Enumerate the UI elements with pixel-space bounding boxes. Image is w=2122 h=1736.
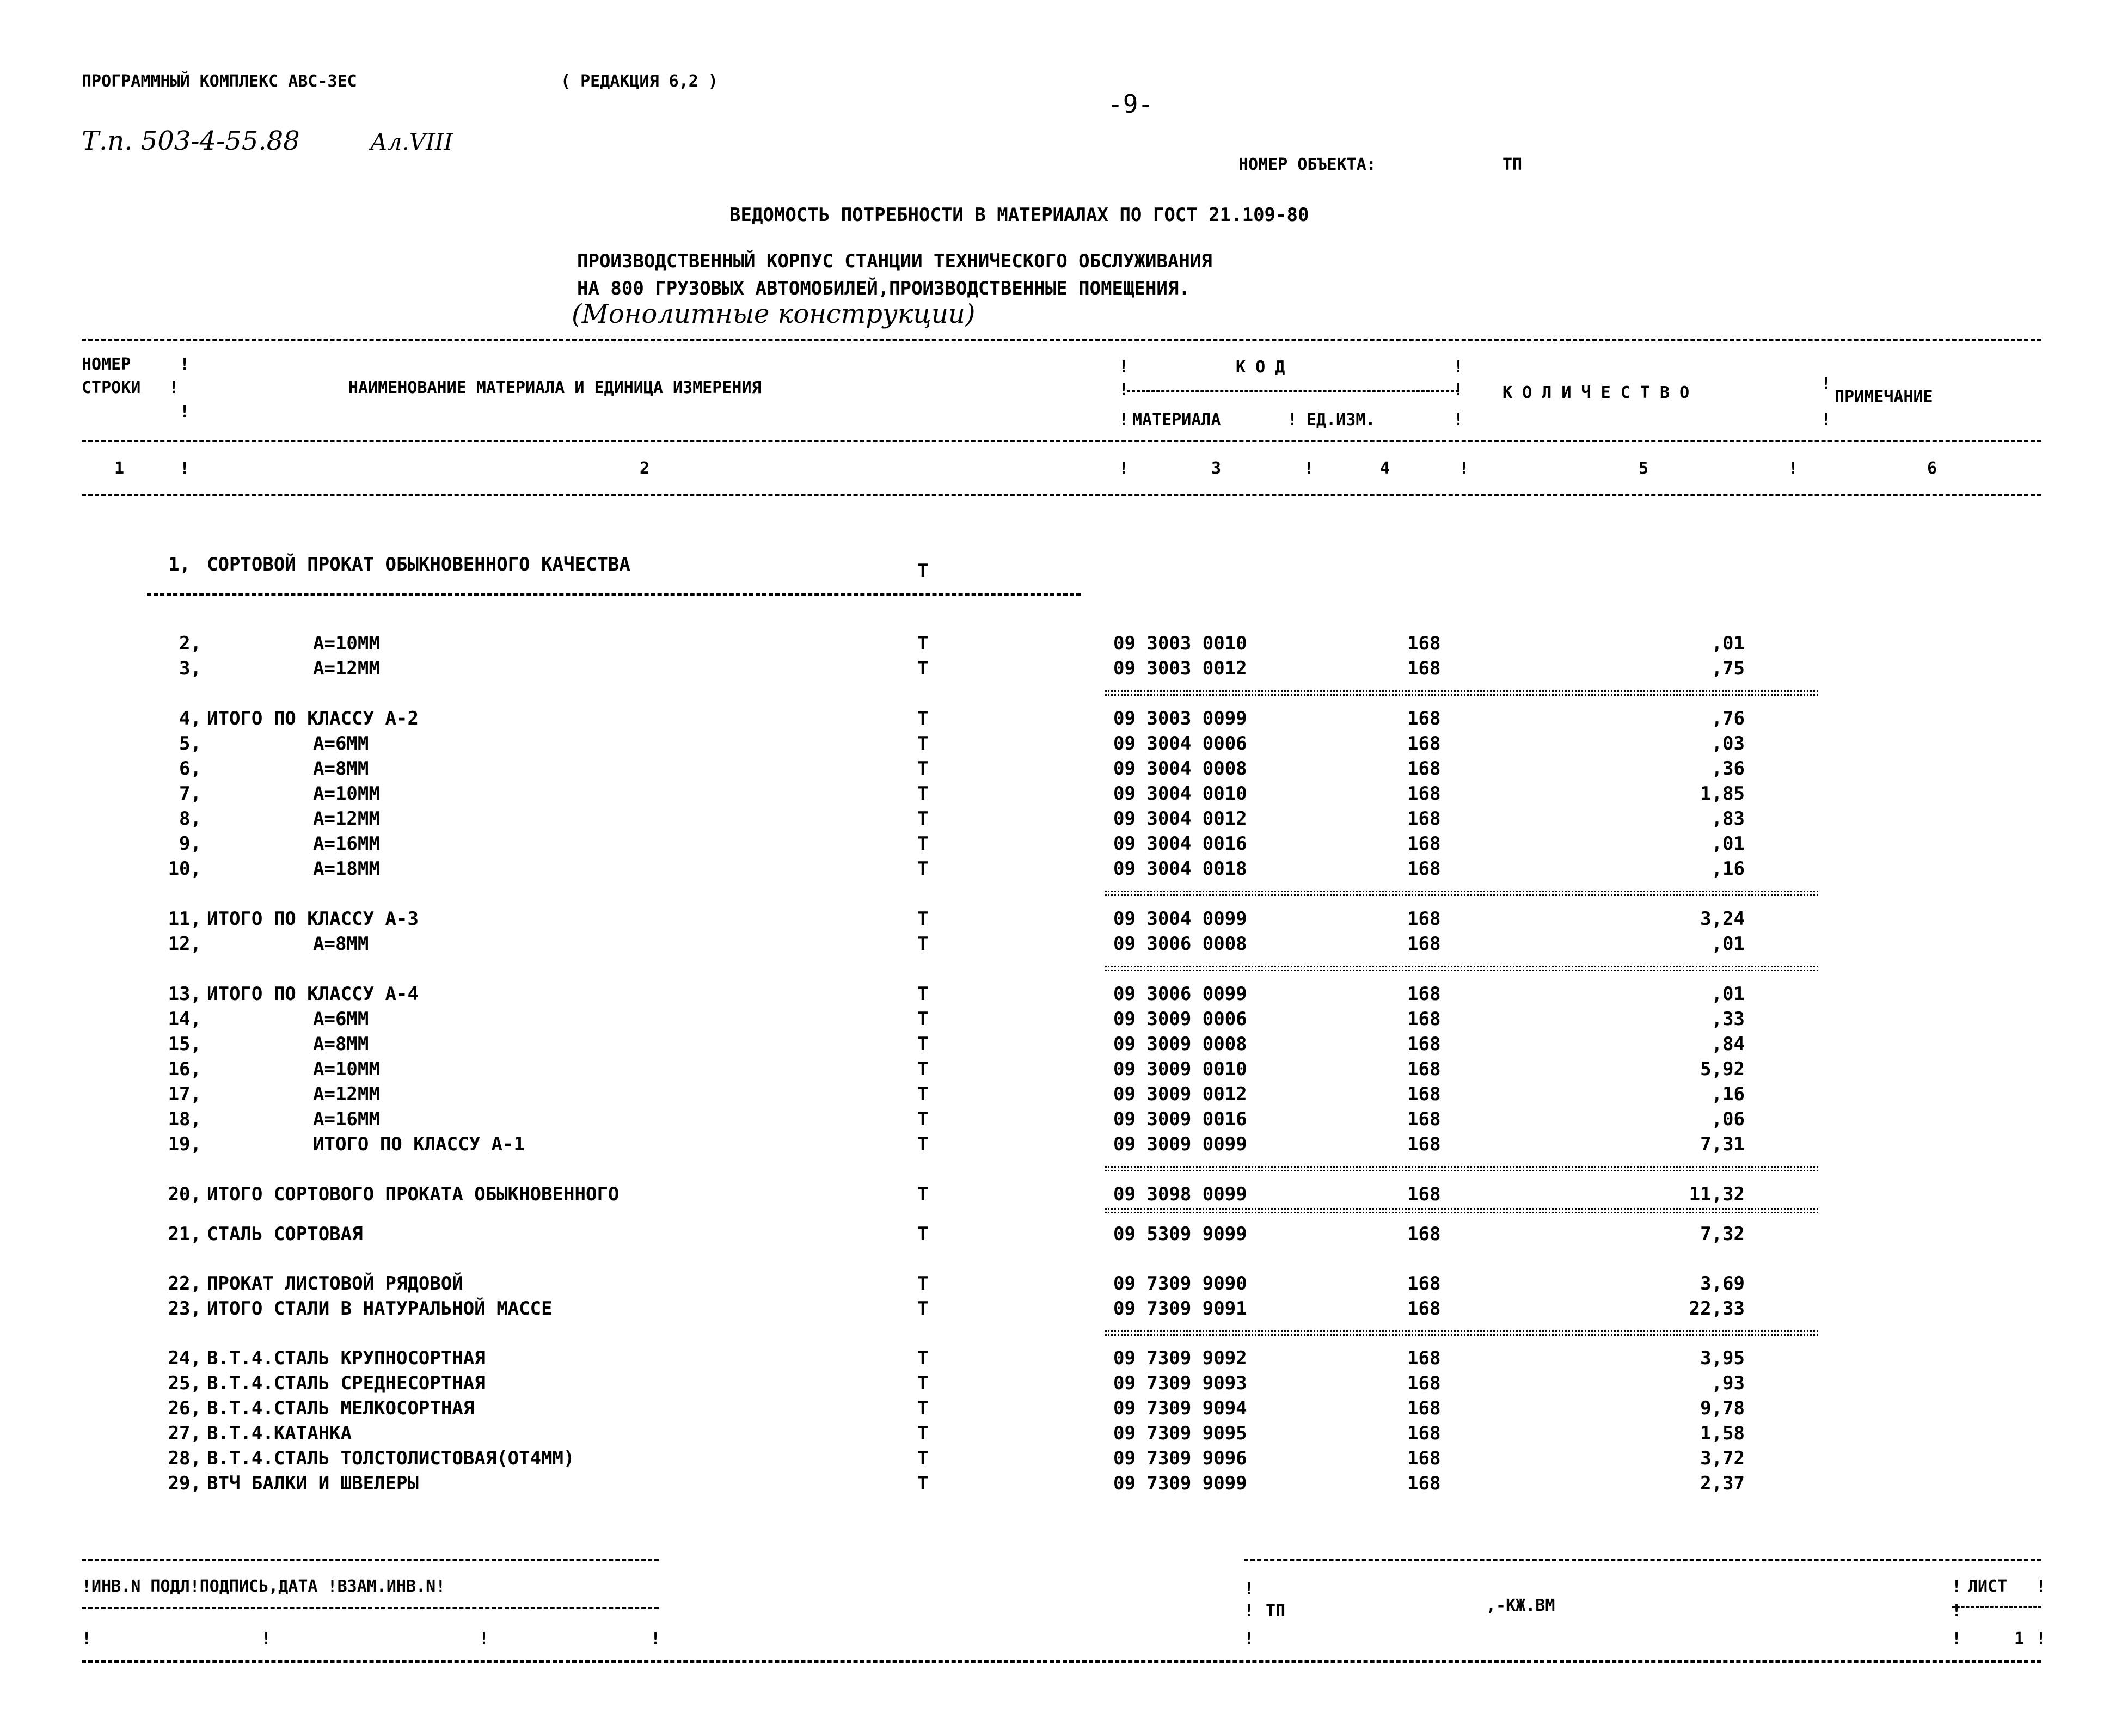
row-code: 09 3003 0010	[1113, 633, 1247, 654]
subtotal-rule	[1105, 966, 1818, 971]
table-row	[0, 1060, 2122, 1085]
table-row	[0, 1085, 2122, 1110]
separator: !	[1453, 381, 1464, 400]
row-code: 09 5309 9099	[1113, 1223, 1247, 1245]
row-number: 17,	[168, 1083, 201, 1105]
subtotal-rule	[1105, 1208, 1818, 1213]
row-unit-code: 168	[1407, 1183, 1441, 1205]
row-code: 09 3004 0010	[1113, 783, 1247, 805]
object-label: НОМЕР ОБЪЕКТА:	[1238, 155, 1376, 174]
row-number: 27,	[168, 1422, 201, 1444]
table-row	[0, 1399, 2122, 1424]
separator: !	[180, 355, 190, 374]
row-unit-code: 168	[1407, 1008, 1441, 1030]
row-unit-code: 168	[1407, 658, 1441, 679]
row-unit-code: 168	[1407, 808, 1441, 830]
separator: !	[1952, 1577, 1962, 1596]
rule	[1952, 1606, 2041, 1608]
row-unit: Т	[917, 1347, 929, 1369]
row-number: 2,	[179, 633, 201, 654]
row-unit-code: 168	[1407, 633, 1441, 654]
row-unit-code: 168	[1407, 1422, 1441, 1444]
row-unit-code: 168	[1407, 933, 1441, 955]
table-row	[0, 734, 2122, 759]
table-row	[0, 835, 2122, 860]
table-row	[0, 1499, 2122, 1524]
rule	[1127, 390, 1459, 392]
page-number: -9-	[1108, 89, 1154, 119]
col-number-5: 5	[1639, 459, 1649, 478]
row-unit-code: 168	[1407, 1372, 1441, 1394]
col-header-name: НАИМЕНОВАНИЕ МАТЕРИАЛА И ЕДИНИЦА ИЗМЕРЕНИЯ	[348, 378, 762, 397]
separator: !	[1821, 374, 1831, 393]
row-number: 7,	[179, 783, 201, 805]
separator: !	[1821, 410, 1831, 430]
row-code: 09 3004 0006	[1113, 733, 1247, 754]
row-number: 6,	[179, 758, 201, 780]
separator: !	[180, 402, 190, 421]
separator: !	[1304, 459, 1314, 478]
row-quantity: 11,32	[1689, 1183, 1745, 1205]
col-number-1: 1	[114, 459, 125, 478]
col-header-num-line2: СТРОКИ	[82, 378, 141, 397]
row-number: 22,	[168, 1273, 201, 1295]
table-row	[0, 1110, 2122, 1135]
program-name: ПРОГРАММНЫЙ КОМПЛЕКС АВС-ЗЕС	[82, 72, 357, 91]
subtotal-rule	[1105, 1166, 1818, 1171]
table-row	[0, 1299, 2122, 1324]
row-unit-code: 168	[1407, 1298, 1441, 1320]
separator: !	[1119, 358, 1129, 377]
row-name: А=10ММ	[313, 783, 380, 805]
row-unit-code: 168	[1407, 758, 1441, 780]
separator: !	[1453, 410, 1464, 430]
row-unit: Т	[917, 1422, 929, 1444]
row-code: 09 3004 0016	[1113, 833, 1247, 855]
col-number-2: 2	[640, 459, 650, 478]
row-name: СТАЛЬ СОРТОВАЯ	[207, 1223, 363, 1245]
row-name: А=10ММ	[313, 1058, 380, 1080]
row-unit-code: 168	[1407, 1083, 1441, 1105]
row-unit: Т	[917, 933, 929, 955]
table-row	[0, 1185, 2122, 1210]
row-quantity: 2,37	[1700, 1473, 1745, 1494]
table-row	[0, 1035, 2122, 1060]
row-quantity: 3,95	[1700, 1347, 1745, 1369]
row-quantity: ,03	[1711, 733, 1745, 754]
row-name: А=12ММ	[313, 658, 380, 679]
row-number: 23,	[168, 1298, 201, 1320]
row-quantity: ,01	[1711, 633, 1745, 654]
row-name: В.Т.4.КАТАНКА	[207, 1422, 352, 1444]
row-unit-code: 168	[1407, 1058, 1441, 1080]
row-unit: Т	[917, 833, 929, 855]
separator: !	[1119, 459, 1129, 478]
row-quantity: ,84	[1711, 1033, 1745, 1055]
row-number: 25,	[168, 1372, 201, 1394]
section-title-row	[0, 555, 2122, 580]
row-code: 09 7309 9099	[1113, 1473, 1247, 1494]
row-code: 09 3098 0099	[1113, 1183, 1247, 1205]
col-number-4: 4	[1380, 459, 1390, 478]
row-name: ИТОГО СТАЛИ В НАТУРАЛЬНОЙ МАССЕ	[207, 1298, 553, 1320]
row-number: 9,	[179, 833, 201, 855]
separator: !	[479, 1629, 489, 1648]
row-quantity: ,33	[1711, 1008, 1745, 1030]
rule	[1244, 1559, 2041, 1561]
row-code: 09 3009 0099	[1113, 1133, 1247, 1155]
handwritten-album: Ал.VIII	[370, 128, 453, 155]
separator: !	[1952, 1602, 1962, 1621]
table-row	[0, 709, 2122, 734]
col-header-quantity: К О Л И Ч Е С Т В О	[1502, 383, 1690, 402]
row-code: 09 7309 9096	[1113, 1447, 1247, 1469]
row-unit: Т	[917, 1058, 929, 1080]
row-quantity: 5,92	[1700, 1058, 1745, 1080]
row-unit-code: 168	[1407, 1447, 1441, 1469]
row-number: 11,	[168, 908, 201, 930]
row-quantity: ,75	[1711, 658, 1745, 679]
row-name: ИТОГО ПО КЛАССУ А-2	[207, 708, 419, 729]
separator: !	[2036, 1629, 2046, 1648]
rule	[147, 593, 1081, 596]
separator: !	[1287, 410, 1298, 430]
subtotal-rule	[1105, 1330, 1818, 1336]
row-quantity: ,16	[1711, 1083, 1745, 1105]
row-unit-code: 168	[1407, 1223, 1441, 1245]
row-quantity: ,01	[1711, 933, 1745, 955]
row-unit: Т	[917, 1298, 929, 1320]
row-unit: Т	[917, 560, 929, 582]
table-row	[0, 1010, 2122, 1035]
col-header-num-line1: НОМЕР	[82, 355, 131, 374]
row-number: 3,	[179, 658, 201, 679]
row-name: А=18ММ	[313, 858, 380, 880]
table-row-continuation	[0, 1248, 2122, 1273]
separator: !	[169, 378, 179, 397]
separator: !	[1453, 358, 1464, 377]
rule	[82, 1607, 659, 1609]
row-number: 21,	[168, 1223, 201, 1245]
row-name: ИТОГО ПО КЛАССУ А-4	[207, 983, 419, 1005]
separator: !	[1952, 1629, 1962, 1648]
row-number: 29,	[168, 1473, 201, 1494]
row-quantity: 1,58	[1700, 1422, 1745, 1444]
row-name: ВТЧ БАЛКИ И ШВЕЛЕРЫ	[207, 1473, 419, 1494]
row-unit: Т	[917, 1083, 929, 1105]
sheet-number: 1	[2014, 1629, 2025, 1648]
table-row	[0, 1349, 2122, 1374]
separator: !	[261, 1629, 272, 1648]
col-header-code-group: К О Д	[1236, 358, 1285, 377]
row-number: 1,	[168, 554, 191, 575]
separator: !	[82, 1629, 92, 1648]
subtitle-line-1: ПРОИЗВОДСТВЕННЫЙ КОРПУС СТАНЦИИ ТЕХНИЧЕСКОГО ОБСЛУЖИВАНИЯ	[577, 250, 1212, 272]
row-name: А=16ММ	[313, 1108, 380, 1130]
row-quantity: 7,32	[1700, 1223, 1745, 1245]
row-name: В.Т.4.СТАЛЬ КРУПНОСОРТНАЯ	[207, 1347, 486, 1369]
row-unit: Т	[917, 708, 929, 729]
table-row	[0, 1449, 2122, 1474]
table-row	[0, 935, 2122, 960]
table-row	[0, 1225, 2122, 1250]
row-unit-code: 168	[1407, 858, 1441, 880]
table-row	[0, 1374, 2122, 1399]
program-edition: ( РЕДАКЦИЯ 6,2 )	[561, 72, 718, 91]
row-unit: Т	[917, 1133, 929, 1155]
row-quantity: 1,85	[1700, 783, 1745, 805]
row-code: 09 3009 0006	[1113, 1008, 1247, 1030]
row-code: 09 3009 0016	[1113, 1108, 1247, 1130]
row-code: 09 3009 0012	[1113, 1083, 1247, 1105]
row-quantity: 9,78	[1700, 1397, 1745, 1419]
table-row	[0, 784, 2122, 809]
row-name: В.Т.4.СТАЛЬ СРЕДНЕСОРТНАЯ	[207, 1372, 486, 1394]
separator: !	[1788, 459, 1799, 478]
row-name: А=8ММ	[313, 1033, 369, 1055]
row-quantity: ,93	[1711, 1372, 1745, 1394]
row-code: 09 7309 9094	[1113, 1397, 1247, 1419]
row-unit: Т	[917, 1372, 929, 1394]
row-number: 19,	[168, 1133, 201, 1155]
row-name: А=8ММ	[313, 758, 369, 780]
row-unit-code: 168	[1407, 1033, 1441, 1055]
table-row	[0, 1135, 2122, 1160]
row-unit: Т	[917, 783, 929, 805]
row-name: А=16ММ	[313, 833, 380, 855]
sheet-label: ЛИСТ	[1968, 1577, 2008, 1596]
row-unit: Т	[917, 1008, 929, 1030]
row-unit: Т	[917, 1033, 929, 1055]
row-quantity: ,01	[1711, 983, 1745, 1005]
row-name: А=6ММ	[313, 733, 369, 754]
section-title: СОРТОВОЙ ПРОКАТ ОБЫКНОВЕННОГО КАЧЕСТВА	[207, 554, 630, 575]
row-unit: Т	[917, 983, 929, 1005]
subtitle-line-2: НА 800 ГРУЗОВЫХ АВТОМОБИЛЕЙ,ПРОИЗВОДСТВЕННЫЕ ПОМЕЩЕНИЯ.	[577, 278, 1190, 299]
row-number: 26,	[168, 1397, 201, 1419]
doc-code: ТП	[1266, 1602, 1286, 1621]
row-unit-code: 168	[1407, 833, 1441, 855]
separator: !	[1119, 381, 1129, 400]
row-quantity: 3,24	[1700, 908, 1745, 930]
row-code: 09 7309 9091	[1113, 1298, 1247, 1320]
row-name: А=8ММ	[313, 933, 369, 955]
subtotal-rule	[1105, 891, 1818, 896]
row-unit: Т	[917, 858, 929, 880]
row-code: 09 7309 9090	[1113, 1273, 1247, 1295]
table-row	[0, 809, 2122, 835]
separator: !	[1459, 459, 1469, 478]
row-unit-code: 168	[1407, 783, 1441, 805]
table-row	[0, 1474, 2122, 1499]
row-name: ИТОГО СОРТОВОГО ПРОКАТА ОБЫКНОВЕННОГО	[207, 1183, 620, 1205]
table-row	[0, 759, 2122, 784]
row-name: А=6ММ	[313, 1008, 369, 1030]
row-unit: Т	[917, 633, 929, 654]
row-name: В.Т.4.СТАЛЬ ТОЛСТОЛИСТОВАЯ(ОТ4ММ)	[207, 1447, 575, 1469]
row-unit-code: 168	[1407, 983, 1441, 1005]
table-row	[0, 860, 2122, 885]
row-number: 16,	[168, 1058, 201, 1080]
col-header-code-material: МАТЕРИАЛА	[1132, 410, 1221, 430]
row-unit: Т	[917, 733, 929, 754]
handwritten-project-ref: Т.п. 503-4-55.88	[82, 126, 300, 156]
row-quantity: ,76	[1711, 708, 1745, 729]
row-number: 20,	[168, 1183, 201, 1205]
row-code: 09 3003 0012	[1113, 658, 1247, 679]
row-unit: Т	[917, 1108, 929, 1130]
row-code: 09 7309 9095	[1113, 1422, 1247, 1444]
row-unit: Т	[917, 1447, 929, 1469]
rule	[82, 440, 2041, 442]
row-quantity: 22,33	[1689, 1298, 1745, 1320]
separator: !	[1119, 410, 1129, 430]
row-code: 09 3004 0099	[1113, 908, 1247, 930]
row-unit: Т	[917, 1273, 929, 1295]
row-code: 09 7309 9093	[1113, 1372, 1247, 1394]
row-unit-code: 168	[1407, 733, 1441, 754]
col-number-3: 3	[1211, 459, 1222, 478]
row-unit-code: 168	[1407, 908, 1441, 930]
separator: !	[180, 459, 190, 478]
row-unit-code: 168	[1407, 1473, 1441, 1494]
row-unit: Т	[917, 758, 929, 780]
row-unit-code: 168	[1407, 1347, 1441, 1369]
subtitle-handwritten: (Монолитные конструкции)	[572, 299, 976, 329]
row-unit: Т	[917, 1183, 929, 1205]
col-number-6: 6	[1927, 459, 1937, 478]
row-quantity: ,01	[1711, 833, 1745, 855]
row-number: 8,	[179, 808, 201, 830]
separator: !	[1244, 1580, 1254, 1599]
doc-suffix: ,-КЖ.ВМ	[1486, 1596, 1555, 1615]
statement-title: ВЕДОМОСТЬ ПОТРЕБНОСТИ В МАТЕРИАЛАХ ПО ГОСТ 21.109-80	[729, 204, 1309, 226]
row-quantity: ,16	[1711, 858, 1745, 880]
row-number: 14,	[168, 1008, 201, 1030]
row-number: 15,	[168, 1033, 201, 1055]
row-unit-code: 168	[1407, 708, 1441, 729]
object-value: ТП	[1502, 155, 1523, 174]
row-quantity: 7,31	[1700, 1133, 1745, 1155]
row-name: ПРОКАТ ЛИСТОВОЙ РЯДОВОЙ	[207, 1273, 463, 1295]
row-number: 4,	[179, 708, 201, 729]
row-number: 24,	[168, 1347, 201, 1369]
row-unit-code: 168	[1407, 1133, 1441, 1155]
row-number: 5,	[179, 733, 201, 754]
row-number: 18,	[168, 1108, 201, 1130]
row-name: А=10ММ	[313, 633, 380, 654]
row-unit: Т	[917, 1223, 929, 1245]
row-quantity: 3,69	[1700, 1273, 1745, 1295]
row-unit-code: 168	[1407, 1273, 1441, 1295]
row-name: В.Т.4.СТАЛЬ МЕЛКОСОРТНАЯ	[207, 1397, 475, 1419]
row-quantity: ,06	[1711, 1108, 1745, 1130]
row-unit: Т	[917, 908, 929, 930]
table-row	[0, 985, 2122, 1010]
row-unit-code: 168	[1407, 1397, 1441, 1419]
row-code: 09 3003 0099	[1113, 708, 1247, 729]
row-code: 09 7309 9092	[1113, 1347, 1247, 1369]
table-row	[0, 1424, 2122, 1449]
row-unit-code: 168	[1407, 1108, 1441, 1130]
separator: !	[1244, 1602, 1254, 1621]
row-quantity: ,83	[1711, 808, 1745, 830]
row-name: ИТОГО ПО КЛАССУ А-3	[207, 908, 419, 930]
subtotal-rule	[1105, 690, 1818, 696]
row-quantity: 3,72	[1700, 1447, 1745, 1469]
row-code: 09 3009 0010	[1113, 1058, 1247, 1080]
row-name: А=12ММ	[313, 1083, 380, 1105]
row-unit: Т	[917, 1397, 929, 1419]
row-code: 09 3004 0018	[1113, 858, 1247, 880]
row-number: 12,	[168, 933, 201, 955]
row-unit: Т	[917, 808, 929, 830]
row-unit: Т	[917, 1473, 929, 1494]
row-name: А=12ММ	[313, 808, 380, 830]
row-code: 09 3009 0008	[1113, 1033, 1247, 1055]
separator: !	[2036, 1577, 2046, 1596]
row-number: 28,	[168, 1447, 201, 1469]
row-name: ИТОГО ПО КЛАССУ А-1	[313, 1133, 525, 1155]
rule	[82, 494, 2041, 496]
rule	[82, 339, 2041, 341]
row-number: 13,	[168, 983, 201, 1005]
row-quantity: ,36	[1711, 758, 1745, 780]
row-unit: Т	[917, 658, 929, 679]
row-code: 09 3006 0008	[1113, 933, 1247, 955]
rule	[82, 1559, 659, 1561]
separator: !	[1244, 1629, 1254, 1648]
separator: !	[651, 1629, 661, 1648]
table-row	[0, 910, 2122, 935]
table-row	[0, 1274, 2122, 1299]
col-header-note: ПРИМЕЧАНИЕ	[1835, 388, 1933, 407]
col-header-code-unit: ЕД.ИЗМ.	[1307, 410, 1376, 430]
table-row	[0, 634, 2122, 659]
row-code: 09 3006 0099	[1113, 983, 1247, 1005]
row-code: 09 3004 0012	[1113, 808, 1247, 830]
rule	[82, 1660, 2041, 1663]
table-row	[0, 659, 2122, 684]
stamp-header: !ИНВ.N ПОДЛ!ПОДПИСЬ,ДАТА !ВЗАМ.ИНВ.N!	[82, 1577, 446, 1596]
row-code: 09 3004 0008	[1113, 758, 1247, 780]
row-number: 10,	[168, 858, 201, 880]
